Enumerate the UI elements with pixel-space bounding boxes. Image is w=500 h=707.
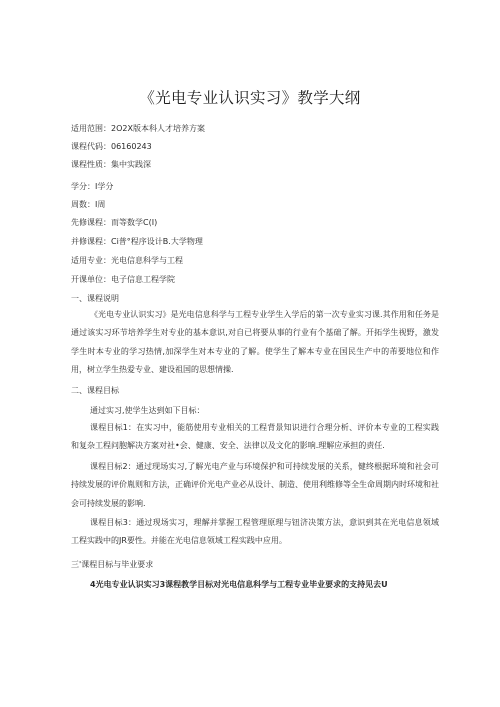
meta-label: 适用专业： [71,256,111,265]
meta-value: I学分 [95,182,114,191]
meta-label: 先修课程： [71,218,111,227]
meta-label: 课程性质： [71,160,111,169]
course-description-paragraph: 《光电专业认识实习》是光电信息科学与工程专业学生入学后的第一次专业实习课.其作用和任务是通过该实习环节培养学生对专业的基本意识,对自已将要从事的行业有个基础了解。开拓学生视野，激发学生时本专业的学习热情,加深学生对本专业的了解。使学生了解本专业在国民生产中的芾要地位和作用，树立学生热爱专业、建设祖国的思想情操. [71,310,439,374]
meta-label: 开课单位： [71,275,111,284]
course-goal-2: 课程目标2：通过现场实习,了解光电产业与环境保护和可持续发展的关系，健终根据环境和社会可持续发展的评价胤则和方法，正确评价光电产业必从设计、制造、使用利维修等全生命周期内时环境和社会可持续发展的影响. [71,462,439,508]
meta-row-course-nature [71,160,451,170]
goals-support-statement: 4光电专业认识实习3课程教学目标对光电信息科学与工程专业毕业要求的支持见去U [90,580,388,589]
meta-row-department [71,275,451,285]
section-heading-course-description: 一、课程说明 [71,294,119,303]
section-heading-goals-and-requirements: 三'课程目标与毕业要求 [71,560,154,569]
meta-row-weeks [71,200,451,210]
meta-row-corequisites [71,237,451,247]
section-heading-course-goals: 二、课程目标 [71,386,119,395]
meta-value: 光电信息科学与工程 [111,256,183,265]
meta-label: 并修课程： [71,237,111,246]
meta-value: 2O2X版本科人才培养方案 [111,124,205,133]
page-title: 《光电专业认识实习》教学大纲 [139,89,361,107]
course-goals-intro: 通过实习,使学生达到如下目标： [90,406,205,415]
meta-label: 适用范围： [71,124,111,133]
meta-row-prerequisites [71,218,451,228]
course-goal-1: 课程目标1：在实习中，能筋使用专业相关的工程背景知识进行合理分析、评价本专业的工程实践和复杂工程问胞解决方案对社•会、健康、安全、法律以及文化的影响.理解应承担的责任. [71,423,439,451]
meta-value: Ci普°程序设计B.大学物理 [111,237,203,246]
meta-row-major [71,256,451,266]
meta-label: 课程代码： [71,142,111,151]
meta-row-course-code [71,142,451,152]
meta-value: I周 [95,200,106,209]
meta-row-scope [71,124,451,134]
meta-label: 周数： [71,200,95,209]
course-goal-3: 课程目标3：通过现场实习，理解并掌握工程管理原理与钮济决策方法，意识到其在光电信息领域工程实践中的JR要性。并能在光电信息领域工程实践中应用。 [71,518,439,546]
meta-value: 而等数学C(I) [111,218,158,227]
meta-value: 集中实践深 [111,160,151,169]
meta-value: 06160243 [111,142,152,151]
meta-row-credits [71,182,451,192]
meta-value: 电子信息工程学院 [111,275,175,284]
meta-label: 学分： [71,182,95,191]
